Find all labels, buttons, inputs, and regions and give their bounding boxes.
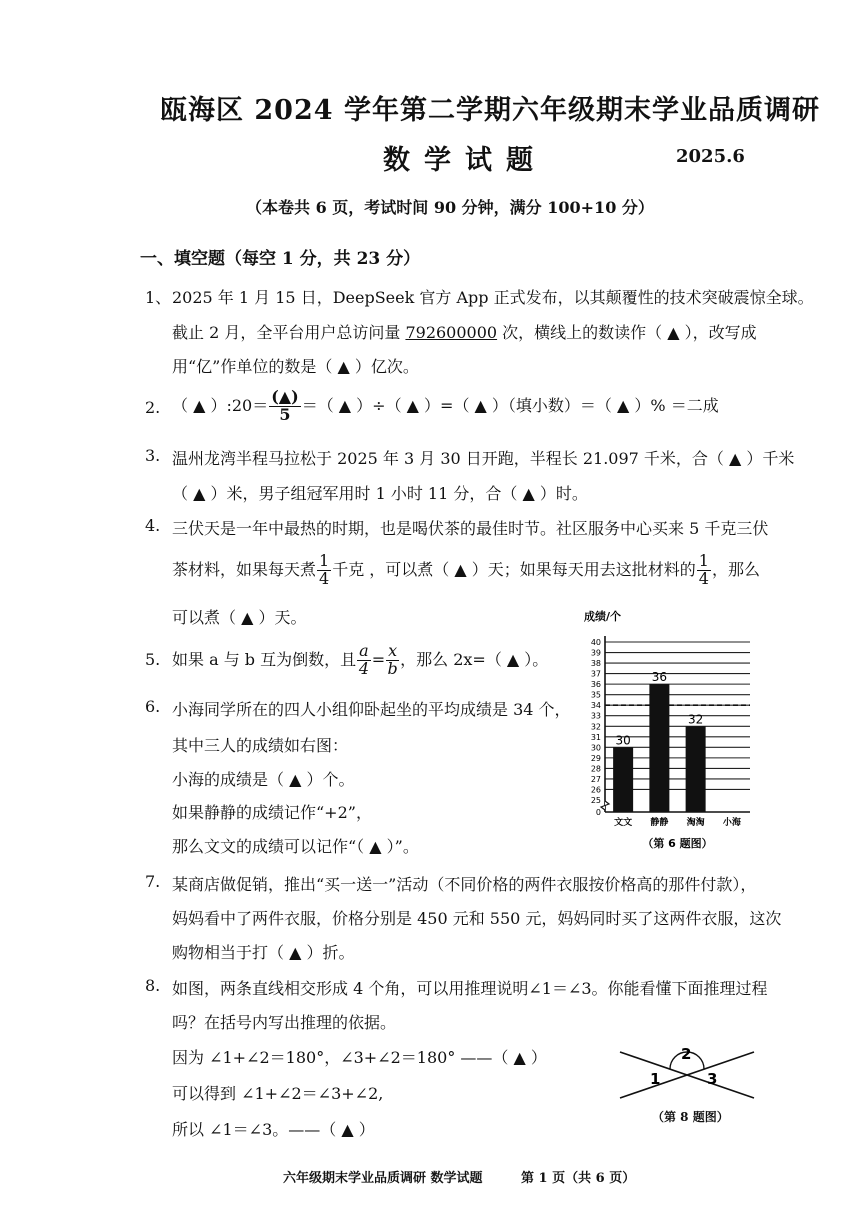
exam-subtitle: 数学试题 [383,145,547,176]
question-number: 4. [145,516,161,535]
angle-label-2: 2 [681,1045,692,1063]
q6-line3: 小海的成绩是（ ▲ ）个。 [172,770,355,789]
q8-line1: 如图，两条直线相交形成 4 个角，可以用推理说明∠1＝∠3。你能看懂下面推理过程 [172,979,768,998]
q4-line3: 可以煮（ ▲ ）天。 [172,608,307,627]
q1-underlined-number: 792600000 [405,323,498,342]
q4-fraction-2: $\frac{1}{4}$ [698,551,709,588]
angle-label-1: 1 [650,1070,661,1088]
bar-data-label: 36 [651,670,668,685]
y-tick-label: 30 [590,743,601,753]
y-tick-label: 38 [590,659,601,669]
y-tick-label: 37 [590,669,601,679]
question-number: 7. [145,872,161,891]
chart-caption: （第 6 题图） [642,837,713,850]
q6-line2: 其中三人的成绩如右图： [172,736,349,755]
bar-data-label: 32 [687,712,704,727]
q3-line2: （ ▲ ）米，男子组冠军用时 1 小时 11 分，合（ ▲ ）时。 [172,484,588,503]
q4-fraction-1: $\frac{1}{4}$ [319,551,330,588]
y-tick-label: 25 [590,796,601,805]
y-tick-label: 36 [590,680,601,690]
bar-data-label: 30 [615,733,631,748]
y-tick-label: 40 [590,638,601,647]
x-tick-label: 静静 [650,818,669,828]
y-tick-label: 32 [590,722,601,732]
y-tick-label: 28 [590,764,601,774]
y-tick-label: 34 [590,701,601,711]
y-tick-label: 29 [590,753,601,763]
y-tick-label: 35 [590,690,601,700]
x-tick-label: 小海 [722,818,741,828]
footer-left: 六年级期末学业品质调研 数学试题 [283,1171,483,1186]
y-tick-label: 33 [590,711,601,721]
q5-line: 如果 a 与 b 互为倒数，且 $\frac{a}{4}$ = $\frac{x}{b}$ ，那么 2x=（ ▲ ）。 [172,641,549,678]
y-tick-label: 39 [590,648,601,658]
question-number: 8. [145,976,161,995]
q6-line4: 如果静静的成绩记作“+2”， [172,803,372,822]
q8-figure-caption: （第 8 题图） [652,1110,729,1124]
q8-step2: 可以得到 ∠1+∠2＝∠3+∠2, [172,1084,384,1103]
q6-line5: 那么文文的成绩可以记作“（ ▲ ）”。 [172,837,419,856]
exam-date: 2025.6 [676,146,745,167]
q2-line: （ ▲ ）:20＝ $\frac{(▲)}{5}$ ＝（ ▲ ）÷（ ▲ ）=（ ▲ ）（填小数）＝（ ▲ ）% ＝二成 [172,387,719,424]
q8-step3: 所以 ∠1＝∠3。——（ ▲ ） [172,1120,375,1139]
question-number: 3. [145,446,161,465]
q7-line2: 妈妈看中了两件衣服，价格分别是 450 元和 550 元，妈妈同时买了这两件衣服，这次 [172,909,782,928]
q6-bar-chart [578,600,768,860]
axis-break-mark [601,801,609,810]
q7-line3: 购物相当于打（ ▲ ）折。 [172,943,355,962]
y-tick-label: 26 [590,785,601,795]
q2-fraction: $\frac{(▲)}{5}$ [271,387,299,424]
q1-line3: 用“亿”作单位的数是（ ▲ ）亿次。 [172,357,419,376]
q5-fraction-1: $\frac{a}{4}$ [358,641,369,678]
q5-fraction-2: $\frac{x}{b}$ [387,641,398,678]
q1-line1: 2025 年 1 月 15 日，DeepSeek 官方 App 正式发布，以其颠覆性的技术突破震惊全球。 [172,288,814,307]
q6-line1: 小海同学所在的四人小组仰卧起坐的平均成绩是 34 个， [172,700,571,719]
question-number: 2. [145,398,161,417]
question-number: 6. [145,697,161,716]
angle-label-3: 3 [707,1070,718,1088]
q7-line1: 某商店做促销，推出“买一送一”活动（不同价格的两件衣服按价格高的那件付款）， [172,875,757,894]
q8-line2: 吗？在括号内写出推理的依据。 [172,1013,397,1032]
q4-line1: 三伏天是一年中最热的时期，也是喝伏茶的最佳时节。社区服务中心买来 5 千克三伏 [172,519,769,538]
question-number: 5. [145,650,161,669]
question-number: 1、 [145,288,172,307]
y-tick-label: 27 [590,774,601,784]
chart-ylabel: 成绩/个 [584,610,622,623]
bar-淘淘 [686,726,706,812]
footer-page: 第 1 页（共 6 页） [521,1171,636,1186]
x-tick-label: 淘淘 [686,818,705,828]
y-tick-label: 31 [590,732,601,742]
q4-line2: 茶材料，如果每天煮 $\frac{1}{4}$ 千克 ，可以煮（ ▲ ）天；如果每天用去这批材料的 $\frac{1}{4}$ ，那么 [172,551,760,588]
bar-文文 [613,747,633,812]
q1-line2: 截止 2 月，全平台用户总访问量 792600000 次，横线上的数读作（ ▲ ），改写成 [172,323,757,342]
q8-intersecting-lines-figure [612,1040,762,1105]
y-tick-label: 0 [595,808,601,817]
exam-note: （本卷共 6 页，考试时间 90 分钟，满分 100+10 分） [246,198,654,217]
x-tick-label: 文文 [614,818,633,828]
exam-title: 瓯海区 2024 学年第二学期六年级期末学业品质调研 [160,95,820,126]
q8-step1: 因为 ∠1+∠2＝180°，∠3+∠2＝180° ——（ ▲ ） [172,1048,547,1067]
bar-静静 [649,684,669,812]
q3-line1: 温州龙湾半程马拉松于 2025 年 3 月 30 日开跑，半程长 21.097 千米，合（ ▲ ）千米 [172,449,795,468]
section-title: 一、填空题（每空 1 分，共 23 分） [140,249,421,269]
